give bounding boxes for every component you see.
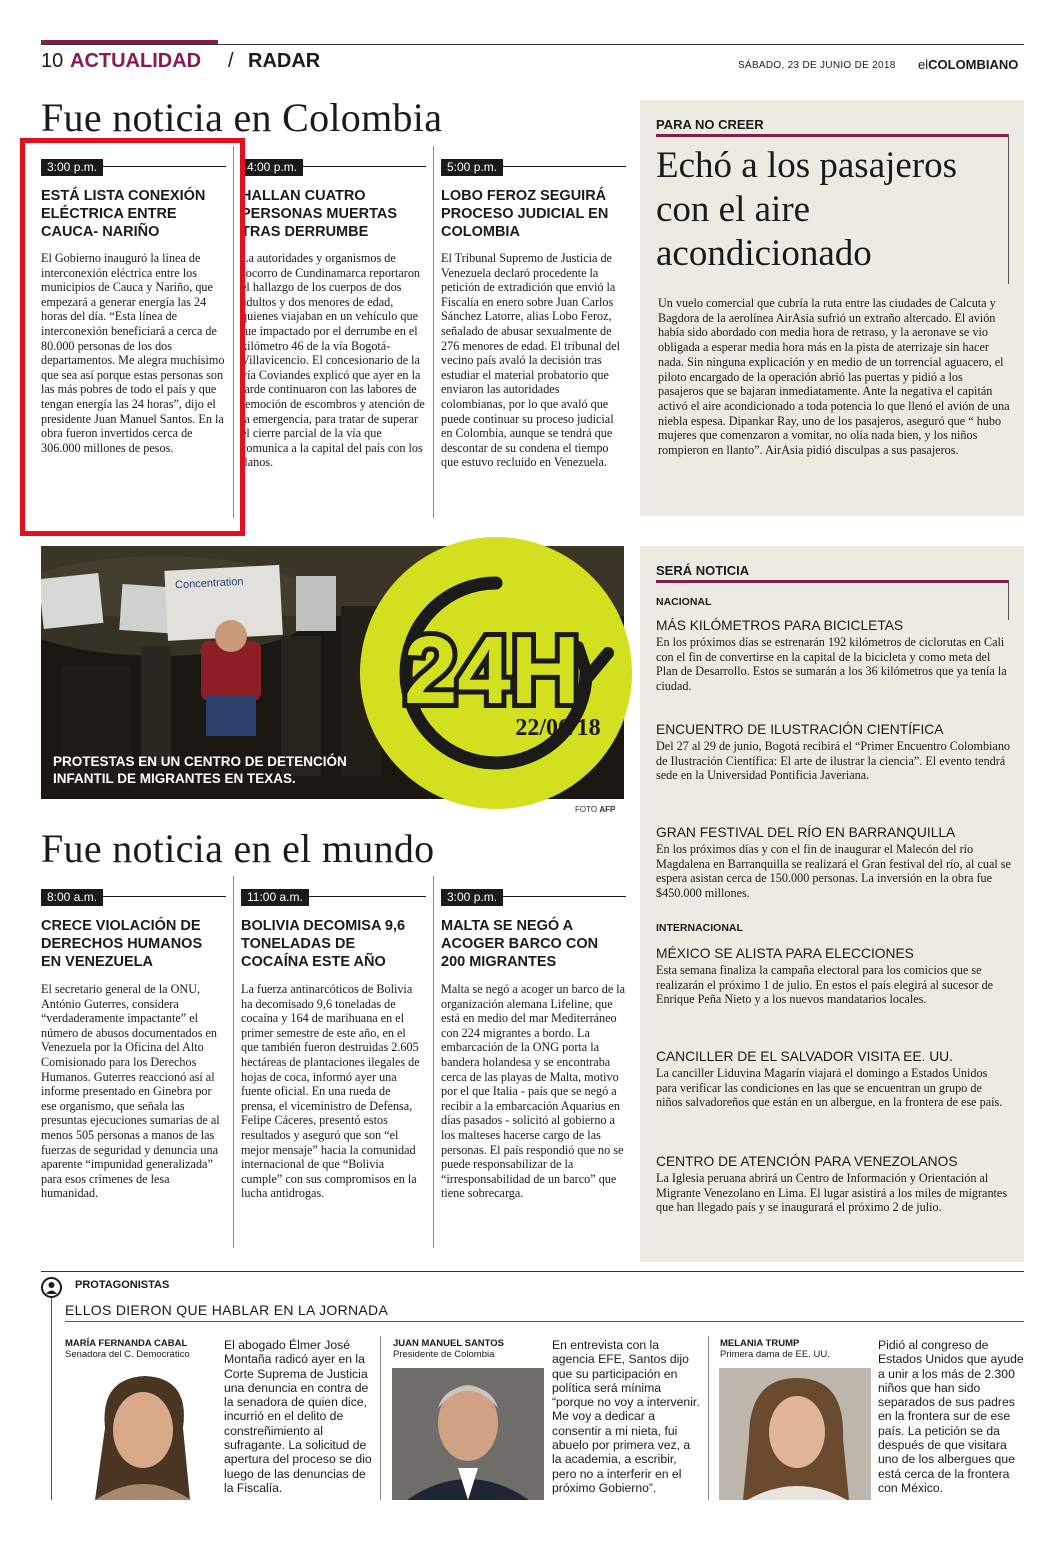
- sera-noticia-item: [656, 825, 1011, 900]
- photo-caption: [53, 753, 347, 787]
- news-body: El secretario general de la ONU, António Guterres, considera “verdaderamente impactante” el número de abusos documentados en Venezuela por la Oficina del Alto Comisionado para los Derechos Humanos. Guterres reaccionó así al informe presentado en Ginebra por ese organismo, que señala las presuntas ejecuciones sumarias de al menos 505 personas a manos de las fuerzas de seguridad y denuncia una aparente “impunidad generalizada” para esos crímenes de lesa humanidad.: [41, 982, 220, 1201]
- mundo-item-2: [241, 888, 426, 1201]
- news-headline: MALTA SE NEGÓ A ACOGER BARCO CON 200 MIGRANTES: [441, 918, 599, 970]
- time-badge: 3:00 p.m.: [41, 159, 103, 176]
- news-headline: BOLIVIA DECOMISA 9,6 TONELADAS DE COCAÍNA ESTE AÑO: [241, 918, 406, 970]
- column-divider: [433, 146, 434, 518]
- protagonistas-left-rule: [51, 1298, 52, 1500]
- label-accent-bar: [656, 580, 1008, 583]
- sera-noticia-headline: ENCUENTRO DE ILUSTRACIÓN CIENTÍFICA: [656, 722, 944, 737]
- mundo-section-title: Fue noticia en el mundo: [41, 826, 435, 871]
- page-number: 10: [41, 50, 64, 72]
- section-separator: /: [228, 50, 234, 72]
- sera-noticia-headline: MÁS KILÓMETROS PARA BICICLETAS: [656, 618, 904, 633]
- photo-credit-source: AFP: [599, 805, 616, 814]
- column-divider: [708, 1336, 709, 1500]
- person-icon: [41, 1277, 62, 1298]
- protagonistas-top-rule: [41, 1271, 1024, 1272]
- person-glyph: [43, 1279, 60, 1296]
- photo-credit: [575, 805, 615, 814]
- subsection-name: RADAR: [248, 50, 321, 72]
- time-badge: 3:00 p.m.: [441, 889, 503, 906]
- sera-noticia-headline: CENTRO DE ATENCIÓN PARA VENEZOLANOS: [656, 1154, 958, 1169]
- sera-noticia-item: [656, 1049, 1011, 1110]
- sera-noticia-item: [656, 722, 1011, 783]
- protagonist-name: JUAN MANUEL SANTOS: [393, 1338, 505, 1349]
- logo-prefix: el: [918, 57, 929, 72]
- newspaper-logo: [918, 57, 1018, 72]
- panel-rule: [1008, 580, 1009, 620]
- news-body: La fuerza antinarcóticos de Bolivia ha decomisado 9,6 toneladas de cocaína y 164 de marihuana en el primer semestre de este año, en el que también fueron destruidas 2.605 hectáreas de plantaciones ilegales de hojas de coca, informó ayer una fuente oficial. En una rueda de prensa, el viceministro de Defensa, Felipe Cáceres, presentó estos resultados y aseguró que son “el mejor mensaje” hacia la comunidad internacional de que “Bolivia cumple” con sus compromisos en la lucha antidrogas.: [241, 982, 420, 1201]
- news-headline: CRECE VIOLACIÓN DE DERECHOS HUMANOS EN VENEZUELA: [41, 918, 203, 970]
- mundo-item-1: [41, 888, 226, 1201]
- 24h-badge: [358, 535, 634, 811]
- sera-noticia-body: La Iglesia peruana abrirá un Centro de Información y Orientación al Migrante Venezolano en Lima. El lugar asistirá a los miles de migrantes que han llegado país y se inaugurará el próximo 2 de julio.: [656, 1171, 1008, 1215]
- sera-noticia-headline: GRAN FESTIVAL DEL RÍO EN BARRANQUILLA: [656, 825, 956, 840]
- photo-credit-label: FOTO: [575, 805, 598, 814]
- 24h-text: 24H: [403, 617, 581, 724]
- para-no-creer-label: PARA NO CREER: [656, 117, 764, 132]
- news-headline: LOBO FEROZ SEGUIRÁ PROCESO JUDICIAL EN COLOMBIA: [441, 188, 609, 240]
- news-headline: HALLAN CUATRO PERSONAS MUERTAS TRAS DERRUMBE: [241, 188, 398, 240]
- protagonist-role: Senadora del C. Democrático: [65, 1349, 190, 1360]
- portrait-illustration: [65, 1368, 217, 1500]
- protagonist-photo: [65, 1368, 217, 1500]
- internacional-label: INTERNACIONAL: [656, 922, 743, 934]
- protagonist-2: [393, 1338, 553, 1360]
- protagonist-role: Presidente de Colombia: [393, 1349, 495, 1360]
- column-divider: [233, 876, 234, 1248]
- column-divider: [380, 1336, 381, 1500]
- time-badge: 4:00 p.m.: [241, 159, 303, 176]
- colombia-section-title: Fue noticia en Colombia: [41, 95, 443, 140]
- issue-date: SÁBADO, 23 DE JUNIO DE 2018: [738, 60, 896, 71]
- 24h-clock-icon: [358, 535, 634, 811]
- protagonist-photo: [719, 1368, 871, 1500]
- sera-noticia-panel: [640, 546, 1024, 1262]
- news-headline: ESTÁ LISTA CONEXIÓN ELÉCTRICA ENTRE CAUCA- NARIÑO: [41, 188, 206, 240]
- news-body: El Tribunal Supremo de Justicia de Venezuela declaró procedente la petición de extradición que envió la Fiscalía en enero sobre Juan Carlos Sánchez Latorre, alias Lobo Feroz, señalado de abusar sexualmente de 276 menores de edad. El tribunal del vecino país avaló la decisión tras estudiar el material probatorio que enviaron las autoridades colombianas, por lo que avaló que puede continuar su proceso judicial en Colombia, aunque se tendrá que descontar de su condena el tiempo que estuvo recluido en Venezuela.: [441, 251, 621, 470]
- time-badge: 5:00 p.m.: [441, 159, 503, 176]
- colombia-item-3: [441, 158, 626, 470]
- highlight-box: [20, 138, 245, 536]
- colombia-item-2: [241, 158, 426, 470]
- para-no-creer-title: Echó a los pasajeros con el aire acondicionado: [656, 145, 958, 274]
- sera-noticia-label: SERÁ NOTICIA: [656, 563, 750, 578]
- protagonist-quote: Pidió al congreso de Estados Unidos que ayude a unir a los más de 2.300 niños que han sido separados de sus padres en la frontera sur de ese país. La petición se da después de que visitara uno de los albergues que está cerca de la frontera con México.: [878, 1338, 1024, 1495]
- panel-rule: [1008, 134, 1009, 284]
- protagonist-1: [65, 1338, 225, 1360]
- news-body: El Gobierno inauguró la línea de interconexión eléctrica entre los municipios de Cauca y Nariño, que empezará a generar energía las 24 horas del día. “Esta línea de interconexión beneficiará a cerca de 80.000 personas de los dos departamentos. Me alegra muchísimo que sea así porque estas personas son las más pobres de todo el país y que tengan energía las 24 horas”, dijo el presidente Juan Manuel Santos. En la obra fueron invertidos cerca de 306.000 millones de pesos.: [41, 251, 225, 455]
- protagonist-name: MARÍA FERNANDA CABAL: [65, 1338, 188, 1349]
- mundo-item-3: [441, 888, 626, 1201]
- sera-noticia-headline: MÉXICO SE ALISTA PARA ELECCIONES: [656, 946, 914, 961]
- protest-sign-text: Concentration: [174, 575, 244, 592]
- portrait-illustration: [719, 1368, 871, 1500]
- news-body: La autoridades y organismos de socorro de Cundinamarca reportaron el hallazgo de los cuerpos de dos adultos y dos menores de edad, quienes viajaban en un vehículo que fue impactado por el derrumbe en el kilómetro 46 de la vía Bogotá-Villavicencio. El concesionario de la vía Coviandes explicó que ayer en la tarde continuaron con las labores de remoción de escombros y atención de la emergencia, para tratar de superar el cierre parcial de la vía que comunica a la capital del país con los llanos.: [241, 251, 425, 470]
- nacional-label: NACIONAL: [656, 596, 712, 608]
- protagonist-name: MELANIA TRUMP: [720, 1338, 800, 1349]
- time-badge: 11:00 a.m.: [241, 889, 309, 906]
- para-no-creer-body: Un vuelo comercial que cubría la ruta entre las ciudades de Calcuta y Bagdora de la aerolínea AirAsia sufrió un extraño altercado. El avión había sido abordado con media hora de retraso, y la aeronave se vio obligada a esperar media hora más en la pista de aterrizaje sin hacer nada. Sin ninguna explicación y en medio de un torrencial aguacero, el piloto encargado de la operación abrió las puertas y pidió a los pasajeros que se bajaran inmediatamente. Ante la negativa el capitán activó el aire acondicionado a toda potencia lo que llenó el avión de una niebla espesa. Dipankar Ray, uno de los pasajeros, aseguró que “ hubo mujeres que comenzaron a vomitar, no olía nada bien, y los niños rompieron en llanto”. AirAsia pidió disculpas a sus pasajeros.: [658, 296, 1010, 458]
- sera-noticia-headline: CANCILLER DE EL SALVADOR VISITA EE. UU.: [656, 1049, 953, 1064]
- protagonist-quote: En entrevista con la agencia EFE, Santos dijo que su participación en política será mínima “porque no voy a intervenir. Me voy a dedicar a consentir a mi nieta, fui abuelo por primera vez, a la academia, a escribir, pero no a interferir en el próximo Gobierno”.: [552, 1338, 700, 1495]
- protagonist-3: [720, 1338, 880, 1360]
- portrait-illustration: [392, 1368, 544, 1500]
- sera-noticia-body: Del 27 al 29 de junio, Bogotá recibirá el “Primer Encuentro Colombiano de Ilustración Científica: El arte de ilustrar la ciencia”. El evento tendrá sede en la Universidad Pontificia Javeriana.: [656, 739, 1011, 783]
- protagonistas-sub-rule: [65, 1321, 1024, 1322]
- sera-noticia-body: La canciller Liduvina Magarín viajará el domingo a Estados Unidos para verificar las condiciones en las que se encuentran un grupo de niños salvadoreños que están en un albergue, en la frontera de ese país.: [656, 1066, 1003, 1110]
- label-accent-bar: [656, 134, 1008, 137]
- sera-noticia-item: [656, 618, 1011, 693]
- section-name: ACTUALIDAD: [70, 50, 202, 72]
- protagonist-quote: El abogado Élmer José Montaña radicó ayer en la Corte Suprema de Justicia una denuncia en contra de la senadora de quien dice, incurrió en el delito de constreñimiento al sufragante. La solicitud de apertura del proceso se dio luego de las denuncias de la Fiscalía.: [224, 1338, 372, 1495]
- 24h-date: 22/06/18: [515, 715, 601, 741]
- protagonist-role: Primera dama de EE. UU.: [720, 1349, 830, 1360]
- logo-name: COLOMBIANO: [928, 57, 1019, 72]
- para-no-creer-panel: [640, 100, 1024, 516]
- sera-noticia-item: [656, 946, 1011, 1007]
- sera-noticia-body: Esta semana finaliza la campaña electoral para los comicios que se realizarán el próximo 1 de julio. En estos el país elegirá al sucesor de Enrique Peña Nieto y a los nuevos mandatarios locales.: [656, 963, 994, 1007]
- protagonistas-label: PROTAGONISTAS: [75, 1279, 170, 1291]
- sera-noticia-body: En los próximos días y con el fin de inaugurar el Malecón del río Magdalena en Barranquilla se realizará el Gran festival del río, al cual se espera asistan cerca de 150.000 personas. La inversión en la obra fue $450.000 millones.: [656, 842, 1011, 900]
- sera-noticia-item: [656, 1154, 1011, 1215]
- photo-caption-line-1: PROTESTAS EN UN CENTRO DE DETENCIÓN: [53, 754, 347, 769]
- news-body: Malta se negó a acoger un barco de la organización alemana Lifeline, que está en medio del mar Mediterráneo con 224 migrantes a bordo. La embarcación de la ONG porta la bandera holandesa y se encontraba cerca de las playas de Malta, motivo por el que Italia - país que se negó a recibir a la embarcación Aquarius en días pasados - solicitó al gobierno a los malteses hacerse cargo de las personas. El país respondió que no se puede responsabilizar de la “irresponsabilidad de un barco” que tiene sobrecarga.: [441, 982, 626, 1201]
- protagonist-photo: [392, 1368, 544, 1500]
- column-divider: [433, 876, 434, 1248]
- protagonistas-subtitle: ELLOS DIERON QUE HABLAR EN LA JORNADA: [65, 1302, 389, 1318]
- sera-noticia-body: En los próximos días se estrenarán 192 kilómetros de ciclorutas en Cali con el fin de convertirse en la capital de la bicicleta y como meta del Plan de Desarrollo. Estos se sumarán a los 36 kilómetros que ya tenía la ciudad.: [656, 635, 1007, 693]
- time-badge: 8:00 a.m.: [41, 889, 103, 906]
- header-rule: [41, 44, 1024, 45]
- photo-caption-line-2: INFANTIL DE MIGRANTES EN TEXAS.: [53, 771, 296, 786]
